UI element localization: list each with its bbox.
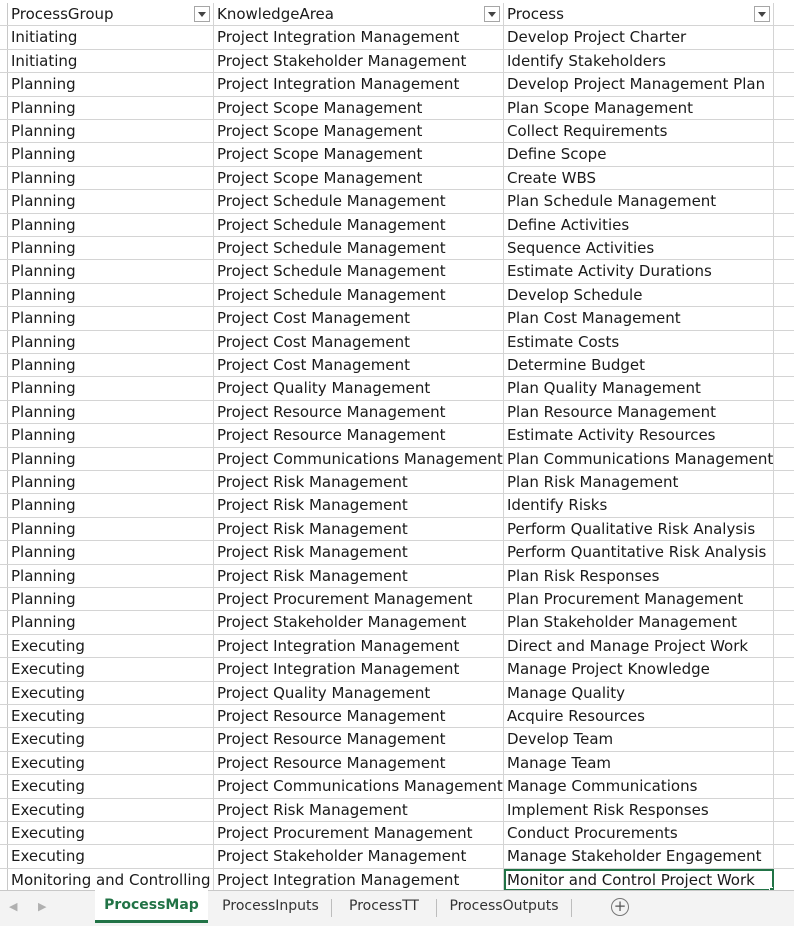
cell-processgroup[interactable]: Executing [8, 752, 214, 774]
header-cell-knowledgearea[interactable] [214, 3, 504, 25]
cell-knowledgearea[interactable]: Project Schedule Management [214, 190, 504, 212]
cell-process[interactable]: Define Scope [504, 143, 774, 165]
table-row [0, 471, 794, 494]
row-gutter [0, 237, 8, 259]
table-row [0, 611, 794, 634]
table-row [0, 775, 794, 798]
row-gutter [0, 284, 8, 306]
empty-cell[interactable] [774, 822, 794, 844]
table-row [0, 120, 794, 143]
cell-process[interactable]: Define Activities [504, 214, 774, 236]
cell-processgroup[interactable]: Planning [8, 377, 214, 399]
cell-processgroup[interactable]: Planning [8, 214, 214, 236]
cell-processgroup[interactable]: Executing [8, 728, 214, 750]
row-gutter [0, 167, 8, 189]
table-row [0, 658, 794, 681]
cell-process[interactable]: Plan Risk Management [504, 471, 774, 493]
row-gutter [0, 518, 8, 540]
row-gutter [0, 377, 8, 399]
row-gutter [0, 401, 8, 423]
row-gutter [0, 822, 8, 844]
cell-processgroup[interactable]: Planning [8, 354, 214, 376]
cell-knowledgearea[interactable]: Project Resource Management [214, 401, 504, 423]
row-gutter [0, 26, 8, 48]
cell-knowledgearea[interactable]: Project Cost Management [214, 331, 504, 353]
cell-processgroup[interactable]: Planning [8, 401, 214, 423]
cell-processgroup[interactable]: Planning [8, 284, 214, 306]
cell-knowledgearea[interactable]: Project Communications Management [214, 448, 504, 470]
cell-knowledgearea[interactable]: Project Risk Management [214, 565, 504, 587]
empty-cell[interactable] [774, 50, 794, 72]
empty-cell[interactable] [774, 799, 794, 821]
cell-processgroup[interactable]: Planning [8, 494, 214, 516]
table-row [0, 377, 794, 400]
empty-cell[interactable] [774, 752, 794, 774]
cell-process[interactable]: Create WBS [504, 167, 774, 189]
cell-knowledgearea[interactable]: Project Integration Management [214, 658, 504, 680]
row-gutter [0, 50, 8, 72]
empty-cell[interactable] [774, 401, 794, 423]
cell-process[interactable]: Develop Project Management Plan [504, 73, 774, 95]
cell-processgroup[interactable]: Planning [8, 143, 214, 165]
row-gutter [0, 307, 8, 329]
cell-processgroup[interactable]: Executing [8, 635, 214, 657]
cell-knowledgearea[interactable]: Project Scope Management [214, 143, 504, 165]
cell-knowledgearea[interactable]: Project Cost Management [214, 307, 504, 329]
table-row [0, 331, 794, 354]
cell-knowledgearea[interactable]: Project Procurement Management [214, 588, 504, 610]
table-row [0, 73, 794, 96]
empty-cell[interactable] [774, 237, 794, 259]
row-gutter [0, 541, 8, 563]
table-row [0, 682, 794, 705]
cell-knowledgearea[interactable]: Project Schedule Management [214, 284, 504, 306]
cell-knowledgearea[interactable]: Project Schedule Management [214, 260, 504, 282]
cell-process[interactable]: Perform Quantitative Risk Analysis [504, 541, 774, 563]
header-row [0, 3, 794, 26]
cell-process[interactable]: Manage Project Knowledge [504, 658, 774, 680]
row-gutter [0, 799, 8, 821]
table-row [0, 97, 794, 120]
empty-cell[interactable] [774, 518, 794, 540]
empty-cell[interactable] [774, 728, 794, 750]
cell-process[interactable]: Identify Risks [504, 494, 774, 516]
cell-knowledgearea[interactable]: Project Communications Management [214, 775, 504, 797]
cell-process[interactable]: Plan Scope Management [504, 97, 774, 119]
row-gutter [0, 448, 8, 470]
cell-process[interactable]: Estimate Activity Durations [504, 260, 774, 282]
row-gutter [0, 588, 8, 610]
cell-process[interactable]: Determine Budget [504, 354, 774, 376]
table-row [0, 307, 794, 330]
cell-knowledgearea[interactable]: Project Schedule Management [214, 214, 504, 236]
cell-knowledgearea[interactable]: Project Quality Management [214, 682, 504, 704]
empty-cell[interactable] [774, 120, 794, 142]
cell-knowledgearea[interactable]: Project Schedule Management [214, 237, 504, 259]
cell-process[interactable]: Acquire Resources [504, 705, 774, 727]
cell-knowledgearea[interactable]: Project Scope Management [214, 97, 504, 119]
empty-cell[interactable] [774, 705, 794, 727]
empty-cell[interactable] [774, 448, 794, 470]
cell-knowledgearea[interactable]: Project Stakeholder Management [214, 50, 504, 72]
cell-process[interactable]: Monitor and Control Project Work [504, 869, 774, 890]
cell-knowledgearea[interactable]: Project Quality Management [214, 377, 504, 399]
header-label: ProcessGroup [11, 5, 114, 23]
cell-processgroup[interactable]: Initiating [8, 50, 214, 72]
cell-processgroup[interactable]: Planning [8, 588, 214, 610]
cell-process[interactable]: Identify Stakeholders [504, 50, 774, 72]
cell-process[interactable]: Implement Risk Responses [504, 799, 774, 821]
cell-process[interactable]: Plan Resource Management [504, 401, 774, 423]
row-gutter [0, 565, 8, 587]
cell-knowledgearea[interactable]: Project Integration Management [214, 26, 504, 48]
cell-knowledgearea[interactable]: Project Resource Management [214, 728, 504, 750]
table-row [0, 354, 794, 377]
empty-cell[interactable] [774, 260, 794, 282]
tab-processtt[interactable]: ProcessTT [349, 898, 419, 914]
cell-knowledgearea[interactable]: Project Procurement Management [214, 822, 504, 844]
cell-process[interactable]: Plan Risk Responses [504, 565, 774, 587]
plus-circle-icon[interactable]: + [611, 898, 629, 916]
empty-cell[interactable] [774, 26, 794, 48]
row-gutter [0, 73, 8, 95]
empty-cell[interactable] [774, 471, 794, 493]
empty-cell[interactable] [774, 682, 794, 704]
empty-cell[interactable] [774, 588, 794, 610]
empty-cell[interactable] [774, 214, 794, 236]
table-row [0, 50, 794, 73]
table-row [0, 845, 794, 868]
header-cell-processgroup[interactable] [8, 3, 214, 25]
table-row [0, 869, 794, 890]
cell-processgroup[interactable]: Planning [8, 167, 214, 189]
cell-process[interactable]: Estimate Costs [504, 331, 774, 353]
table-row [0, 494, 794, 517]
row-gutter [0, 611, 8, 633]
cell-knowledgearea[interactable]: Project Risk Management [214, 471, 504, 493]
cell-knowledgearea[interactable]: Project Cost Management [214, 354, 504, 376]
empty-cell[interactable] [774, 611, 794, 633]
cell-processgroup[interactable]: Planning [8, 120, 214, 142]
cell-knowledgearea[interactable]: Project Risk Management [214, 799, 504, 821]
header-label: KnowledgeArea [217, 5, 334, 23]
cell-knowledgearea[interactable]: Project Integration Management [214, 635, 504, 657]
cell-knowledgearea[interactable]: Project Integration Management [214, 73, 504, 95]
cell-process[interactable]: Manage Stakeholder Engagement [504, 845, 774, 867]
table-row [0, 565, 794, 588]
cell-processgroup[interactable]: Monitoring and Controlling [8, 869, 214, 890]
empty-cell[interactable] [774, 635, 794, 657]
table-row [0, 237, 794, 260]
row-gutter [0, 869, 8, 890]
filter-dropdown-icon[interactable] [194, 6, 210, 22]
cell-knowledgearea[interactable]: Project Resource Management [214, 424, 504, 446]
cell-processgroup[interactable]: Planning [8, 307, 214, 329]
row-gutter [0, 354, 8, 376]
table-row [0, 799, 794, 822]
empty-cell[interactable] [774, 354, 794, 376]
row-gutter [0, 752, 8, 774]
row-gutter [0, 424, 8, 446]
cell-processgroup[interactable]: Executing [8, 775, 214, 797]
row-gutter [0, 3, 8, 25]
empty-cell[interactable] [774, 775, 794, 797]
cell-processgroup[interactable]: Executing [8, 705, 214, 727]
cell-process[interactable]: Conduct Procurements [504, 822, 774, 844]
cell-processgroup[interactable]: Planning [8, 565, 214, 587]
empty-cell[interactable] [774, 869, 794, 890]
row-gutter [0, 682, 8, 704]
cell-process[interactable]: Plan Cost Management [504, 307, 774, 329]
table-row [0, 284, 794, 307]
cell-processgroup[interactable]: Executing [8, 682, 214, 704]
header-cell-process[interactable] [504, 3, 774, 25]
cell-process[interactable]: Direct and Manage Project Work [504, 635, 774, 657]
table-row [0, 541, 794, 564]
cell-processgroup[interactable]: Planning [8, 518, 214, 540]
row-gutter [0, 775, 8, 797]
cell-knowledgearea[interactable]: Project Risk Management [214, 494, 504, 516]
row-gutter [0, 143, 8, 165]
chevron-right-icon[interactable]: ▶ [38, 900, 47, 913]
tab-separator [571, 899, 572, 917]
empty-cell[interactable] [774, 284, 794, 306]
row-gutter [0, 635, 8, 657]
empty-cell[interactable] [774, 167, 794, 189]
cell-processgroup[interactable]: Planning [8, 611, 214, 633]
cell-knowledgearea[interactable]: Project Resource Management [214, 705, 504, 727]
cell-knowledgearea[interactable]: Project Stakeholder Management [214, 845, 504, 867]
cell-knowledgearea[interactable]: Project Stakeholder Management [214, 611, 504, 633]
tab-processmap[interactable]: ProcessMap [95, 890, 208, 923]
cell-processgroup[interactable]: Planning [8, 424, 214, 446]
cell-processgroup[interactable]: Planning [8, 190, 214, 212]
table-row [0, 752, 794, 775]
cell-process[interactable]: Collect Requirements [504, 120, 774, 142]
table-row [0, 190, 794, 213]
table-row [0, 635, 794, 658]
row-gutter [0, 190, 8, 212]
cell-process[interactable]: Estimate Activity Resources [504, 424, 774, 446]
row-gutter [0, 658, 8, 680]
empty-cell[interactable] [774, 541, 794, 563]
table-row [0, 424, 794, 447]
empty-cell[interactable] [774, 73, 794, 95]
header-label: Process [507, 5, 564, 23]
cell-processgroup[interactable]: Planning [8, 448, 214, 470]
cell-processgroup[interactable]: Planning [8, 97, 214, 119]
cell-processgroup[interactable]: Executing [8, 845, 214, 867]
cell-knowledgearea[interactable]: Project Risk Management [214, 541, 504, 563]
table-row [0, 705, 794, 728]
empty-cell[interactable] [774, 97, 794, 119]
cell-process[interactable]: Sequence Activities [504, 237, 774, 259]
empty-cell[interactable] [774, 3, 794, 25]
cell-process[interactable]: Manage Communications [504, 775, 774, 797]
empty-cell[interactable] [774, 424, 794, 446]
empty-cell[interactable] [774, 494, 794, 516]
cell-process[interactable]: Plan Schedule Management [504, 190, 774, 212]
empty-cell[interactable] [774, 377, 794, 399]
cell-processgroup[interactable]: Planning [8, 237, 214, 259]
row-gutter [0, 120, 8, 142]
cell-processgroup[interactable]: Planning [8, 260, 214, 282]
cell-knowledgearea[interactable]: Project Resource Management [214, 752, 504, 774]
empty-cell[interactable] [774, 658, 794, 680]
cell-process[interactable]: Plan Communications Management [504, 448, 774, 470]
cell-processgroup[interactable]: Executing [8, 658, 214, 680]
empty-cell[interactable] [774, 307, 794, 329]
cell-knowledgearea[interactable]: Project Scope Management [214, 120, 504, 142]
row-gutter [0, 97, 8, 119]
cell-processgroup[interactable]: Executing [8, 822, 214, 844]
cell-processgroup[interactable]: Planning [8, 541, 214, 563]
row-gutter [0, 331, 8, 353]
cell-knowledgearea[interactable]: Project Scope Management [214, 167, 504, 189]
table-row [0, 518, 794, 541]
table-row [0, 588, 794, 611]
table-row [0, 822, 794, 845]
cell-process[interactable]: Perform Qualitative Risk Analysis [504, 518, 774, 540]
filter-dropdown-icon[interactable] [484, 6, 500, 22]
row-gutter [0, 705, 8, 727]
cell-processgroup[interactable]: Planning [8, 73, 214, 95]
row-gutter [0, 260, 8, 282]
cell-knowledgearea[interactable]: Project Integration Management [214, 869, 504, 890]
table-row [0, 214, 794, 237]
empty-cell[interactable] [774, 331, 794, 353]
cell-process[interactable]: Develop Project Charter [504, 26, 774, 48]
row-gutter [0, 845, 8, 867]
table-row [0, 167, 794, 190]
empty-cell[interactable] [774, 190, 794, 212]
filter-dropdown-icon[interactable] [754, 6, 770, 22]
cell-process[interactable]: Manage Quality [504, 682, 774, 704]
cell-processgroup[interactable]: Initiating [8, 26, 214, 48]
row-gutter [0, 494, 8, 516]
tab-processinputs[interactable]: ProcessInputs [222, 898, 319, 914]
empty-cell[interactable] [774, 143, 794, 165]
empty-cell[interactable] [774, 565, 794, 587]
table-row [0, 26, 794, 49]
table-row [0, 260, 794, 283]
cell-processgroup[interactable]: Planning [8, 471, 214, 493]
tab-processoutputs[interactable]: ProcessOutputs [449, 898, 559, 914]
empty-cell[interactable] [774, 845, 794, 867]
table-row [0, 401, 794, 424]
cell-process[interactable]: Develop Schedule [504, 284, 774, 306]
chevron-left-icon[interactable]: ◀ [9, 900, 18, 913]
row-gutter [0, 214, 8, 236]
table-row [0, 143, 794, 166]
cell-process[interactable]: Plan Quality Management [504, 377, 774, 399]
table-row [0, 448, 794, 471]
cell-process[interactable]: Plan Procurement Management [504, 588, 774, 610]
row-gutter [0, 471, 8, 493]
cell-process[interactable]: Develop Team [504, 728, 774, 750]
cell-knowledgearea[interactable]: Project Risk Management [214, 518, 504, 540]
table-row [0, 728, 794, 751]
row-gutter [0, 728, 8, 750]
cell-process[interactable]: Manage Team [504, 752, 774, 774]
cell-processgroup[interactable]: Executing [8, 799, 214, 821]
cell-processgroup[interactable]: Planning [8, 331, 214, 353]
sheet-tab-bar [0, 890, 794, 926]
cell-process[interactable]: Plan Stakeholder Management [504, 611, 774, 633]
